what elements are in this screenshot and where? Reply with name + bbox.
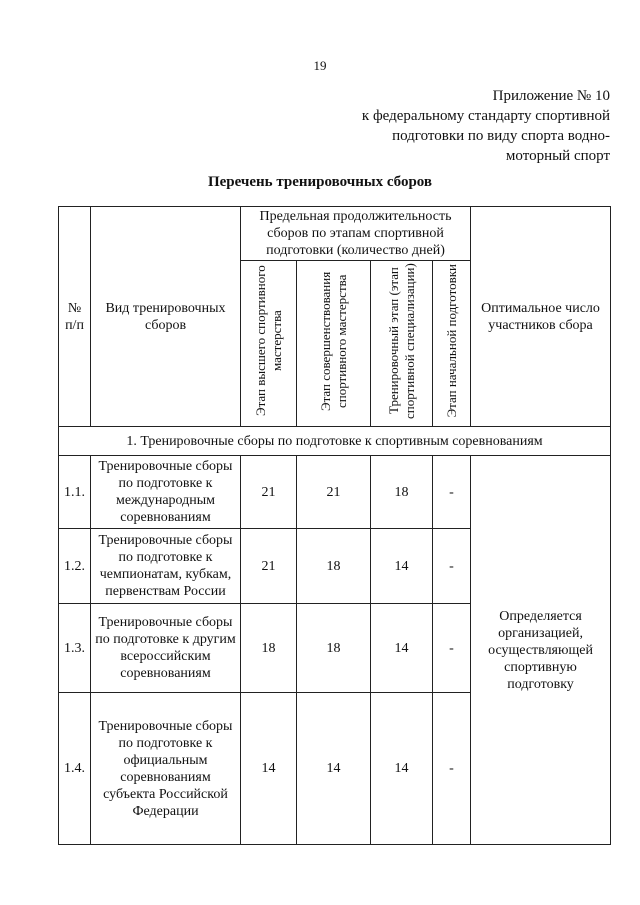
appendix-line-1: Приложение № 10 bbox=[492, 88, 610, 104]
training-camps-table bbox=[58, 206, 611, 845]
row-kind: Тренировочные сборы по подготовке к официальным соревнованиям субъекта Российской Федерации bbox=[91, 693, 241, 845]
row-value-stage-3: 18 bbox=[371, 456, 433, 529]
row-value-stage-2: 18 bbox=[297, 529, 371, 604]
header-kind: Вид тренировочных сборов bbox=[91, 207, 241, 427]
header-num: № п/п bbox=[59, 207, 91, 427]
optimal-note: Определяется организацией, осуществляющей спортивную подготовку bbox=[471, 456, 611, 845]
header-stage-2: Этап совершенствования спортивного мастерства bbox=[297, 261, 371, 427]
row-value-stage-1: 18 bbox=[241, 604, 297, 693]
row-number: 1.1. bbox=[59, 456, 91, 529]
row-kind: Тренировочные сборы по подготовке к чемпионатам, кубкам, первенствам России bbox=[91, 529, 241, 604]
appendix-line-4: моторный спорт bbox=[505, 148, 610, 164]
header-duration-group: Предельная продолжительность сборов по этапам спортивной подготовки (количество дней) bbox=[241, 207, 471, 261]
row-value-stage-4: - bbox=[433, 693, 471, 845]
row-number: 1.4. bbox=[59, 693, 91, 845]
appendix-line-3: подготовки по виду спорта водно- bbox=[392, 128, 610, 144]
row-value-stage-2: 21 bbox=[297, 456, 371, 529]
page-number: 19 bbox=[313, 58, 327, 73]
row-value-stage-1: 21 bbox=[241, 529, 297, 604]
row-number: 1.2. bbox=[59, 529, 91, 604]
row-value-stage-3: 14 bbox=[371, 529, 433, 604]
row-value-stage-1: 21 bbox=[241, 456, 297, 529]
row-value-stage-1: 14 bbox=[241, 693, 297, 845]
row-value-stage-4: - bbox=[433, 456, 471, 529]
header-stage-1: Этап высшего спортивного мастерства bbox=[241, 261, 297, 427]
row-value-stage-2: 14 bbox=[297, 693, 371, 845]
row-value-stage-4: - bbox=[433, 604, 471, 693]
section-heading: 1. Тренировочные сборы по подготовке к спортивным соревнованиям bbox=[59, 427, 611, 456]
header-optimal: Оптимальное число участников сбора bbox=[471, 207, 611, 427]
row-kind: Тренировочные сборы по подготовке к другим всероссийским соревнованиям bbox=[91, 604, 241, 693]
row-value-stage-2: 18 bbox=[297, 604, 371, 693]
appendix-header bbox=[310, 86, 610, 166]
row-value-stage-3: 14 bbox=[371, 604, 433, 693]
row-kind: Тренировочные сборы по подготовке к международным соревнованиям bbox=[91, 456, 241, 529]
header-stage-3: Тренировочный этап (этап спортивной специализации) bbox=[371, 261, 433, 427]
row-value-stage-4: - bbox=[433, 529, 471, 604]
document-title: Перечень тренировочных сборов bbox=[207, 174, 433, 190]
table-row bbox=[59, 456, 611, 529]
row-value-stage-3: 14 bbox=[371, 693, 433, 845]
row-number: 1.3. bbox=[59, 604, 91, 693]
appendix-line-2: к федеральному стандарту спортивной bbox=[361, 108, 610, 124]
header-stage-4: Этап начальной подготовки bbox=[433, 261, 471, 427]
